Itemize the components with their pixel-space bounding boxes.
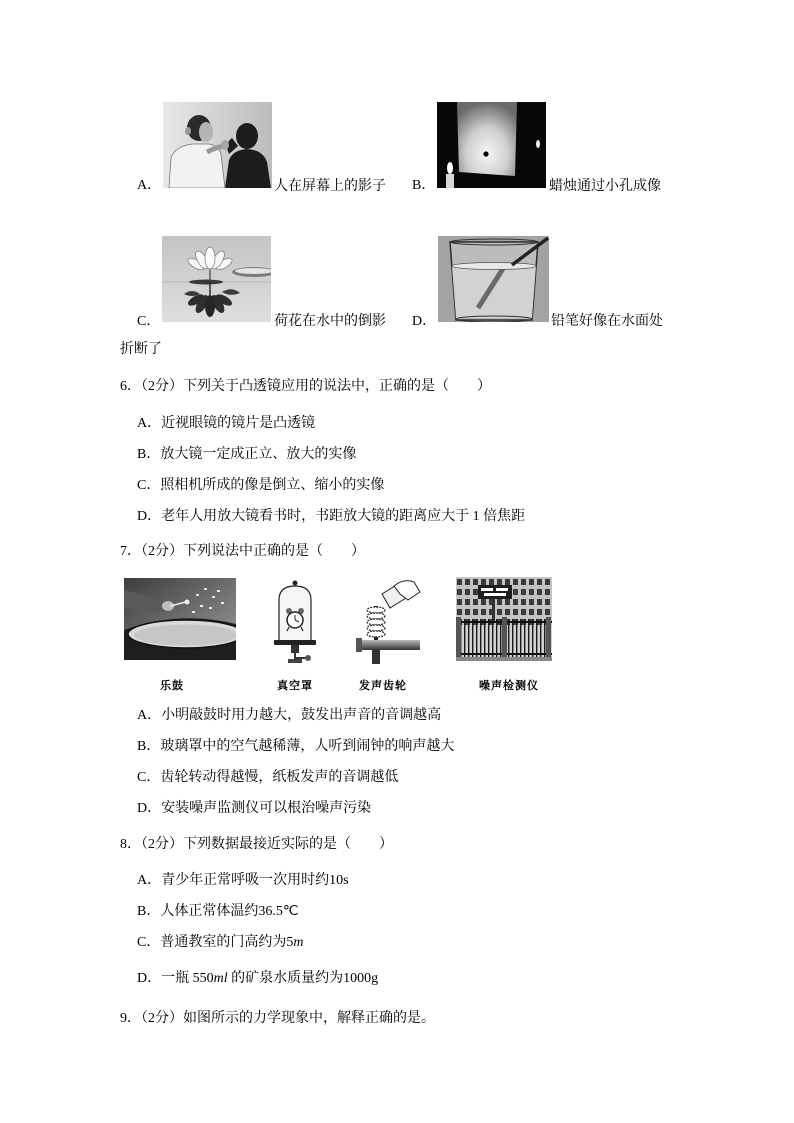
option-text: 齿轮转动得越慢，纸板发声的音调越低: [160, 770, 399, 785]
q8-option-a: [137, 873, 349, 889]
inverted-image: [536, 140, 540, 148]
candle-body: [446, 174, 454, 188]
water: [452, 266, 536, 318]
candle-pinhole-photo: [437, 102, 546, 188]
q6-stem: 6．（2分）下列关于凸透镜应用的说法中，正确的是（ ）: [120, 379, 491, 394]
q5-option-c-label: C．: [137, 314, 161, 329]
q6-option-c: [137, 478, 384, 494]
option-text: 照相机所成的像是倒立、缩小的实像: [160, 478, 385, 493]
q5-option-c-caption: 荷花在水中的倒影: [274, 314, 386, 329]
figure-caption-gear: 发声齿轮: [359, 680, 407, 692]
q8-stem: 8．（2分）下列数据最接近实际的是（ ）: [120, 837, 393, 852]
gear-sound-figure: [354, 578, 422, 664]
boy-shadow-photo: [163, 102, 272, 188]
noise-monitor-photo: [456, 577, 552, 661]
option-text: 安装噪声监测仪可以根治噪声污染: [161, 801, 372, 816]
option-value: 5: [286, 935, 294, 950]
option-text: 普通教室的门高约为: [160, 935, 287, 950]
gear-stack: [367, 607, 385, 637]
q6-option-a: [137, 416, 315, 432]
figure-caption-noise-monitor: 噪声检测仪: [479, 680, 539, 692]
drum-photo: [124, 578, 236, 660]
option-label: B．: [137, 739, 161, 754]
lotus-reflection-photo: [162, 236, 271, 322]
option-label: C．: [137, 935, 161, 950]
q5-option-d-caption-wrap: 折断了: [120, 342, 162, 357]
q8-option-b: [137, 904, 299, 920]
option-text: 青少年正常呼吸一次用时约: [161, 873, 330, 888]
q5-option-a-label: A．: [137, 178, 162, 193]
q6-option-d: [137, 509, 525, 525]
option-value: 550: [192, 971, 214, 986]
option-value: 36.5℃: [258, 904, 299, 919]
q6-option-b: [137, 447, 356, 463]
option-text: 放大镜一定成正立、放大的实像: [160, 447, 357, 462]
q7-option-a: [137, 708, 441, 724]
pencil-in-water-photo: [438, 236, 549, 322]
pinhole: [483, 151, 488, 156]
option-label: B．: [137, 447, 161, 462]
q5-option-d-label: D．: [412, 314, 437, 329]
option-label: A．: [137, 708, 162, 723]
water-surface: [452, 263, 536, 270]
q5-option-b-label: B．: [412, 178, 436, 193]
q7-option-d: [137, 801, 371, 817]
q7-option-b: [137, 739, 454, 755]
option-text-2: 的矿泉水质量约为: [227, 971, 344, 986]
q5-option-d-caption: 铅笔好像在水面处: [551, 314, 663, 329]
q9-stem: 9．（2分）如图所示的力学现象中，解释正确的是。: [120, 1011, 435, 1026]
alarm-clock: [286, 608, 304, 631]
option-text: 老年人用放大镜看书时，书距放大镜的距离应大于 1 倍焦距: [161, 509, 526, 524]
option-label: D．: [137, 801, 162, 816]
noise-display: [478, 585, 512, 599]
option-unit: ml: [213, 971, 228, 986]
option-label: C．: [137, 478, 161, 493]
option-value: 10s: [329, 873, 349, 888]
shaft: [360, 640, 420, 650]
q7-option-c: [137, 770, 398, 786]
option-label: C．: [137, 770, 161, 785]
paper-screen: [457, 102, 517, 176]
option-text: 人体正常体温约: [160, 904, 259, 919]
option-label: D．: [137, 971, 162, 986]
q7-stem: 7．（2分）下列说法中正确的是（ ）: [120, 544, 365, 559]
q8-option-d: [137, 971, 378, 987]
bell-jar-figure: [270, 578, 320, 664]
option-text: 玻璃罩中的空气越稀薄，人听到闹钟的响声越大: [160, 739, 455, 754]
base-plate: [274, 640, 316, 645]
q5-option-a-caption: 人在屏幕上的影子: [274, 179, 386, 194]
figure-caption-bell-jar: 真空罩: [277, 680, 313, 692]
option-value-2: 1000g: [343, 971, 379, 986]
q5-option-b-caption: 蜡烛通过小孔成像: [549, 179, 661, 194]
option-unit: m: [293, 935, 304, 950]
option-text: 一瓶: [161, 971, 193, 986]
option-label: A．: [137, 416, 162, 431]
option-text: 小明敲鼓时用力越大，鼓发出声音的音调越高: [161, 708, 442, 723]
option-text: 近视眼镜的镜片是凸透镜: [161, 416, 316, 431]
option-label: A．: [137, 873, 162, 888]
option-label: D．: [137, 509, 162, 524]
figure-caption-drum: 乐鼓: [160, 680, 184, 692]
option-label: B．: [137, 904, 161, 919]
candle-flame: [447, 162, 453, 174]
q8-option-c: [137, 935, 303, 951]
